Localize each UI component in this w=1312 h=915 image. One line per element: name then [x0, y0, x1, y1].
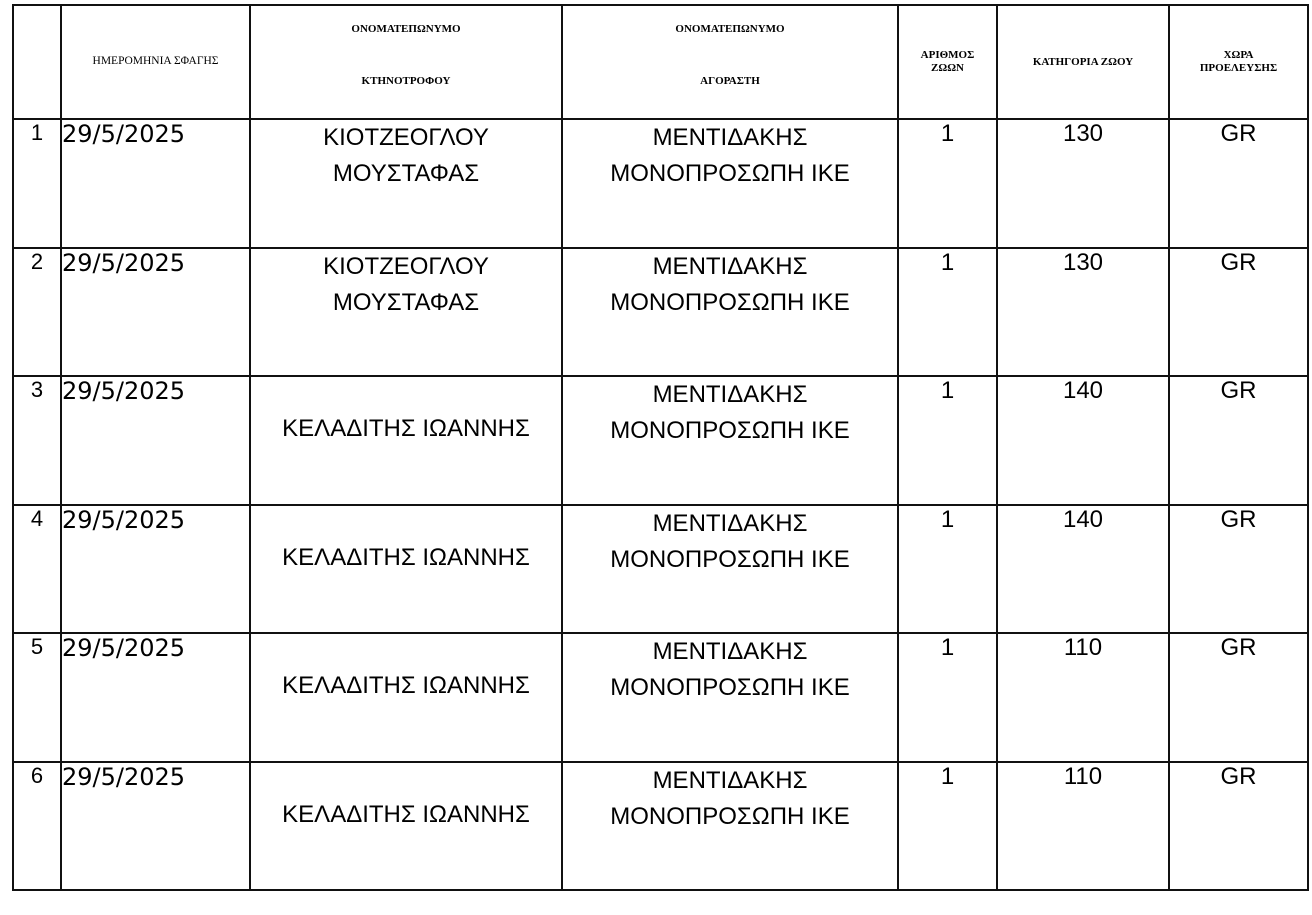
header-number	[13, 5, 61, 119]
animal-category: 110	[997, 762, 1169, 891]
country-of-origin: GR	[1169, 762, 1308, 891]
header-animal-category: ΚΑΤΗΓΟΡΙΑ ΖΩΟΥ	[997, 5, 1169, 119]
row-number: 4	[13, 505, 61, 634]
animal-category: 130	[997, 119, 1169, 248]
animal-category: 130	[997, 248, 1169, 377]
header-country-of-origin	[1169, 5, 1308, 119]
header-farmer-name	[250, 5, 562, 119]
row-number: 2	[13, 248, 61, 377]
slaughter-records-table	[12, 4, 1309, 891]
header-count-line2: ΖΩΩΝ	[931, 62, 964, 74]
table-row	[13, 762, 1308, 891]
header-buyer-name	[562, 5, 898, 119]
header-slaughter-date: ΗΜΕΡΟΜΗΝΙΑ ΣΦΑΓΗΣ	[61, 5, 250, 119]
table-row	[13, 633, 1308, 762]
farmer-name	[250, 248, 562, 377]
farmer-name-line1: ΚΕΛΑΔΙΤΗΣ ΙΩΑΝΝΗΣ	[282, 672, 530, 699]
farmer-name	[250, 505, 562, 634]
farmer-name-line1: ΚΕΛΑΔΙΤΗΣ ΙΩΑΝΝΗΣ	[282, 415, 530, 442]
farmer-name-line1: ΚΙΟΤΖΕΟΓΛΟΥ	[323, 124, 489, 151]
animal-count: 1	[898, 505, 997, 634]
animal-count: 1	[898, 633, 997, 762]
animal-category: 140	[997, 505, 1169, 634]
slaughter-date: 29/5/2025	[61, 633, 250, 762]
country-of-origin: GR	[1169, 376, 1308, 505]
buyer-name	[562, 633, 898, 762]
farmer-name-line1: ΚΙΟΤΖΕΟΓΛΟΥ	[323, 252, 489, 280]
header-country-line2: ΠΡΟΕΛΕΥΣΗΣ	[1199, 62, 1278, 74]
buyer-name-line2: ΜΟΝΟΠΡΟΣΩΠΗ ΙΚΕ	[610, 160, 850, 187]
buyer-name-line1: ΜΕΝΤΙΔΑΚΗΣ	[652, 766, 808, 794]
animal-category: 110	[997, 633, 1169, 762]
header-country-line1: ΧΩΡΑ	[1223, 49, 1254, 62]
table-row	[13, 505, 1308, 634]
animal-count: 1	[898, 248, 997, 377]
animal-count: 1	[898, 376, 997, 505]
buyer-name-line2: ΜΟΝΟΠΡΟΣΩΠΗ ΙΚΕ	[610, 545, 850, 573]
farmer-name-line2: ΜΟΥΣΤΑΦΑΣ	[332, 288, 480, 316]
buyer-name-line2: ΜΟΝΟΠΡΟΣΩΠΗ ΙΚΕ	[610, 288, 850, 316]
buyer-name-line2: ΜΟΝΟΠΡΟΣΩΠΗ ΙΚΕ	[610, 417, 850, 444]
slaughter-date: 29/5/2025	[61, 248, 250, 377]
table-row	[13, 248, 1308, 377]
buyer-name	[562, 762, 898, 891]
country-of-origin: GR	[1169, 248, 1308, 377]
animal-count: 1	[898, 762, 997, 891]
buyer-name-line1: ΜΕΝΤΙΔΑΚΗΣ	[652, 124, 808, 151]
header-animal-count	[898, 5, 997, 119]
country-of-origin: GR	[1169, 633, 1308, 762]
row-number: 1	[13, 119, 61, 248]
header-farmer-line1: ΟΝΟΜΑΤΕΠΩΝΥΜΟ	[351, 23, 461, 35]
buyer-name-line2: ΜΟΝΟΠΡΟΣΩΠΗ ΙΚΕ	[610, 802, 850, 830]
table-row	[13, 376, 1308, 505]
row-number: 3	[13, 376, 61, 505]
farmer-name-line2: ΜΟΥΣΤΑΦΑΣ	[332, 160, 480, 187]
buyer-name-line1: ΜΕΝΤΙΔΑΚΗΣ	[652, 638, 808, 665]
farmer-name	[250, 119, 562, 248]
farmer-name-line1: ΚΕΛΑΔΙΤΗΣ ΙΩΑΝΝΗΣ	[282, 800, 530, 828]
buyer-name-line1: ΜΕΝΤΙΔΑΚΗΣ	[652, 381, 808, 408]
slaughter-date: 29/5/2025	[61, 762, 250, 891]
header-farmer-line2: ΚΤΗΝΟΤΡΟΦΟΥ	[361, 74, 451, 87]
row-number: 6	[13, 762, 61, 891]
header-buyer-line1: ΟΝΟΜΑΤΕΠΩΝΥΜΟ	[675, 23, 785, 35]
table-row	[13, 119, 1308, 248]
slaughter-date: 29/5/2025	[61, 505, 250, 634]
country-of-origin: GR	[1169, 119, 1308, 248]
buyer-name	[562, 248, 898, 377]
country-of-origin: GR	[1169, 505, 1308, 634]
slaughter-date: 29/5/2025	[61, 376, 250, 505]
buyer-name-line1: ΜΕΝΤΙΔΑΚΗΣ	[652, 252, 808, 280]
farmer-name	[250, 376, 562, 505]
slaughter-date: 29/5/2025	[61, 119, 250, 248]
table-header-row	[13, 5, 1308, 119]
farmer-name	[250, 762, 562, 891]
farmer-name	[250, 633, 562, 762]
header-count-line1: ΑΡΙΘΜΟΣ	[920, 49, 975, 62]
farmer-name-line1: ΚΕΛΑΔΙΤΗΣ ΙΩΑΝΝΗΣ	[282, 543, 530, 571]
row-number: 5	[13, 633, 61, 762]
buyer-name	[562, 119, 898, 248]
buyer-name-line2: ΜΟΝΟΠΡΟΣΩΠΗ ΙΚΕ	[610, 674, 850, 701]
buyer-name	[562, 505, 898, 634]
buyer-name-line1: ΜΕΝΤΙΔΑΚΗΣ	[652, 509, 808, 537]
buyer-name	[562, 376, 898, 505]
animal-count: 1	[898, 119, 997, 248]
animal-category: 140	[997, 376, 1169, 505]
header-buyer-line2: ΑΓΟΡΑΣΤΗ	[700, 74, 760, 87]
